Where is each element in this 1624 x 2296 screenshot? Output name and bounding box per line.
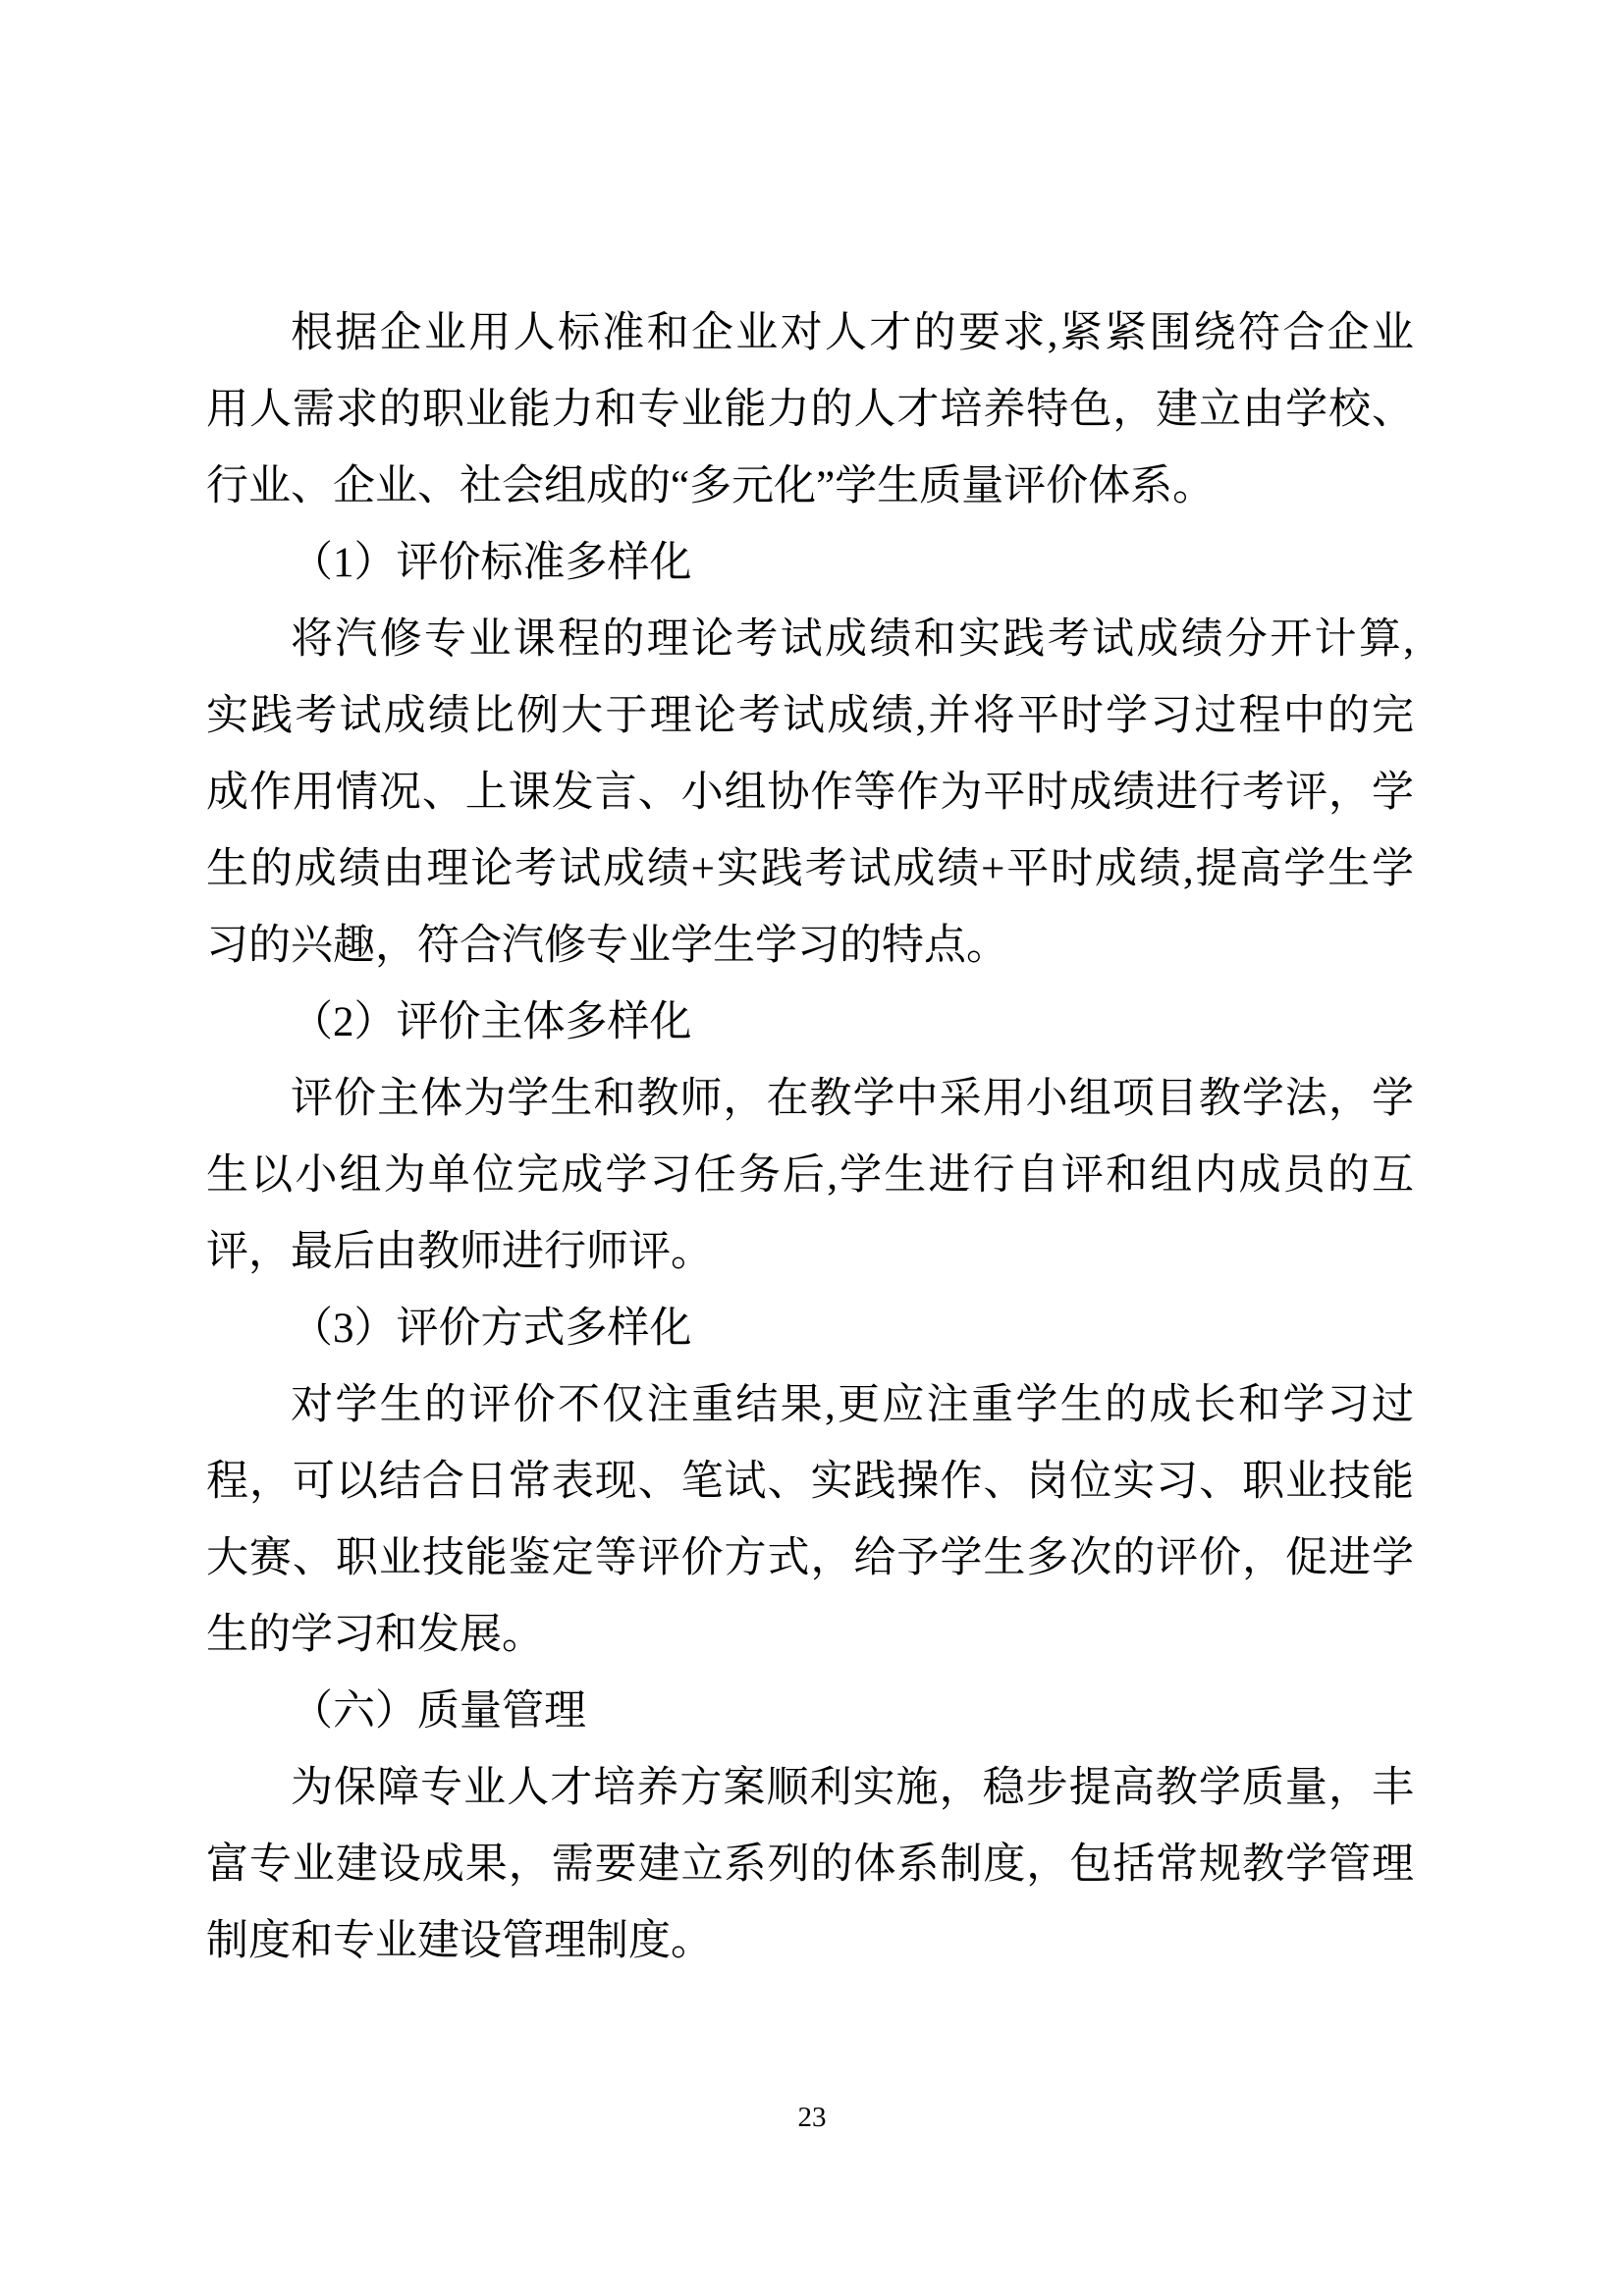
text-line: 习的兴趣，符合汽修专业学生学习的特点。: [206, 923, 1008, 969]
page-number: 23: [797, 2102, 827, 2133]
text-line: 生以小组为单位完成学习任务后,学生进行自评和组内成员的互: [206, 1152, 1414, 1199]
text-line: 评，最后由教师进行师评。: [206, 1229, 713, 1275]
text-line: 生的成绩由理论考试成绩+实践考试成绩+平时成绩,提高学生学: [206, 846, 1414, 892]
text-line: 根据企业用人标准和企业对人才的要求,紧紧围绕符合企业: [291, 310, 1414, 356]
text-line: （3）评价方式多样化: [291, 1306, 692, 1352]
text-line: （2）评价主体多样化: [291, 999, 692, 1045]
text-block: [206, 295, 1414, 1980]
text-line: 程，可以结合日常表现、笔试、实践操作、岗位实习、职业技能: [206, 1459, 1414, 1505]
text-line: 对学生的评价不仅注重结果,更应注重学生的成长和学习过: [291, 1382, 1414, 1428]
text-line: 实践考试成绩比例大于理论考试成绩,并将平时学习过程中的完: [206, 693, 1414, 739]
text-line: 将汽修专业课程的理论考试成绩和实践考试成绩分开计算,: [291, 616, 1414, 663]
page-footer: [0, 2101, 1624, 2134]
text-line: （六）质量管理: [291, 1688, 586, 1735]
text-line: 评价主体为学生和教师，在教学中采用小组项目教学法，学: [291, 1076, 1414, 1122]
text-line: 大赛、职业技能鉴定等评价方式，给予学生多次的评价，促进学: [206, 1535, 1414, 1581]
text-line: 成作用情况、上课发言、小组协作等作为平时成绩进行考评，学: [206, 770, 1414, 816]
text-line: 制度和专业建设管理制度。: [206, 1918, 713, 1964]
text-line: 行业、企业、社会组成的“多元化”学生质量评价体系。: [206, 463, 1216, 509]
text-line: 用人需求的职业能力和专业能力的人才培养特色，建立由学校、: [206, 387, 1414, 433]
text-line: 为保障专业人才培养方案顺利实施，稳步提高教学质量，丰: [291, 1765, 1414, 1811]
text-line: （1）评价标准多样化: [291, 540, 692, 586]
text-line: 富专业建设成果，需要建立系列的体系制度，包括常规教学管理: [206, 1842, 1414, 1888]
text-line: 生的学习和发展。: [206, 1612, 544, 1658]
